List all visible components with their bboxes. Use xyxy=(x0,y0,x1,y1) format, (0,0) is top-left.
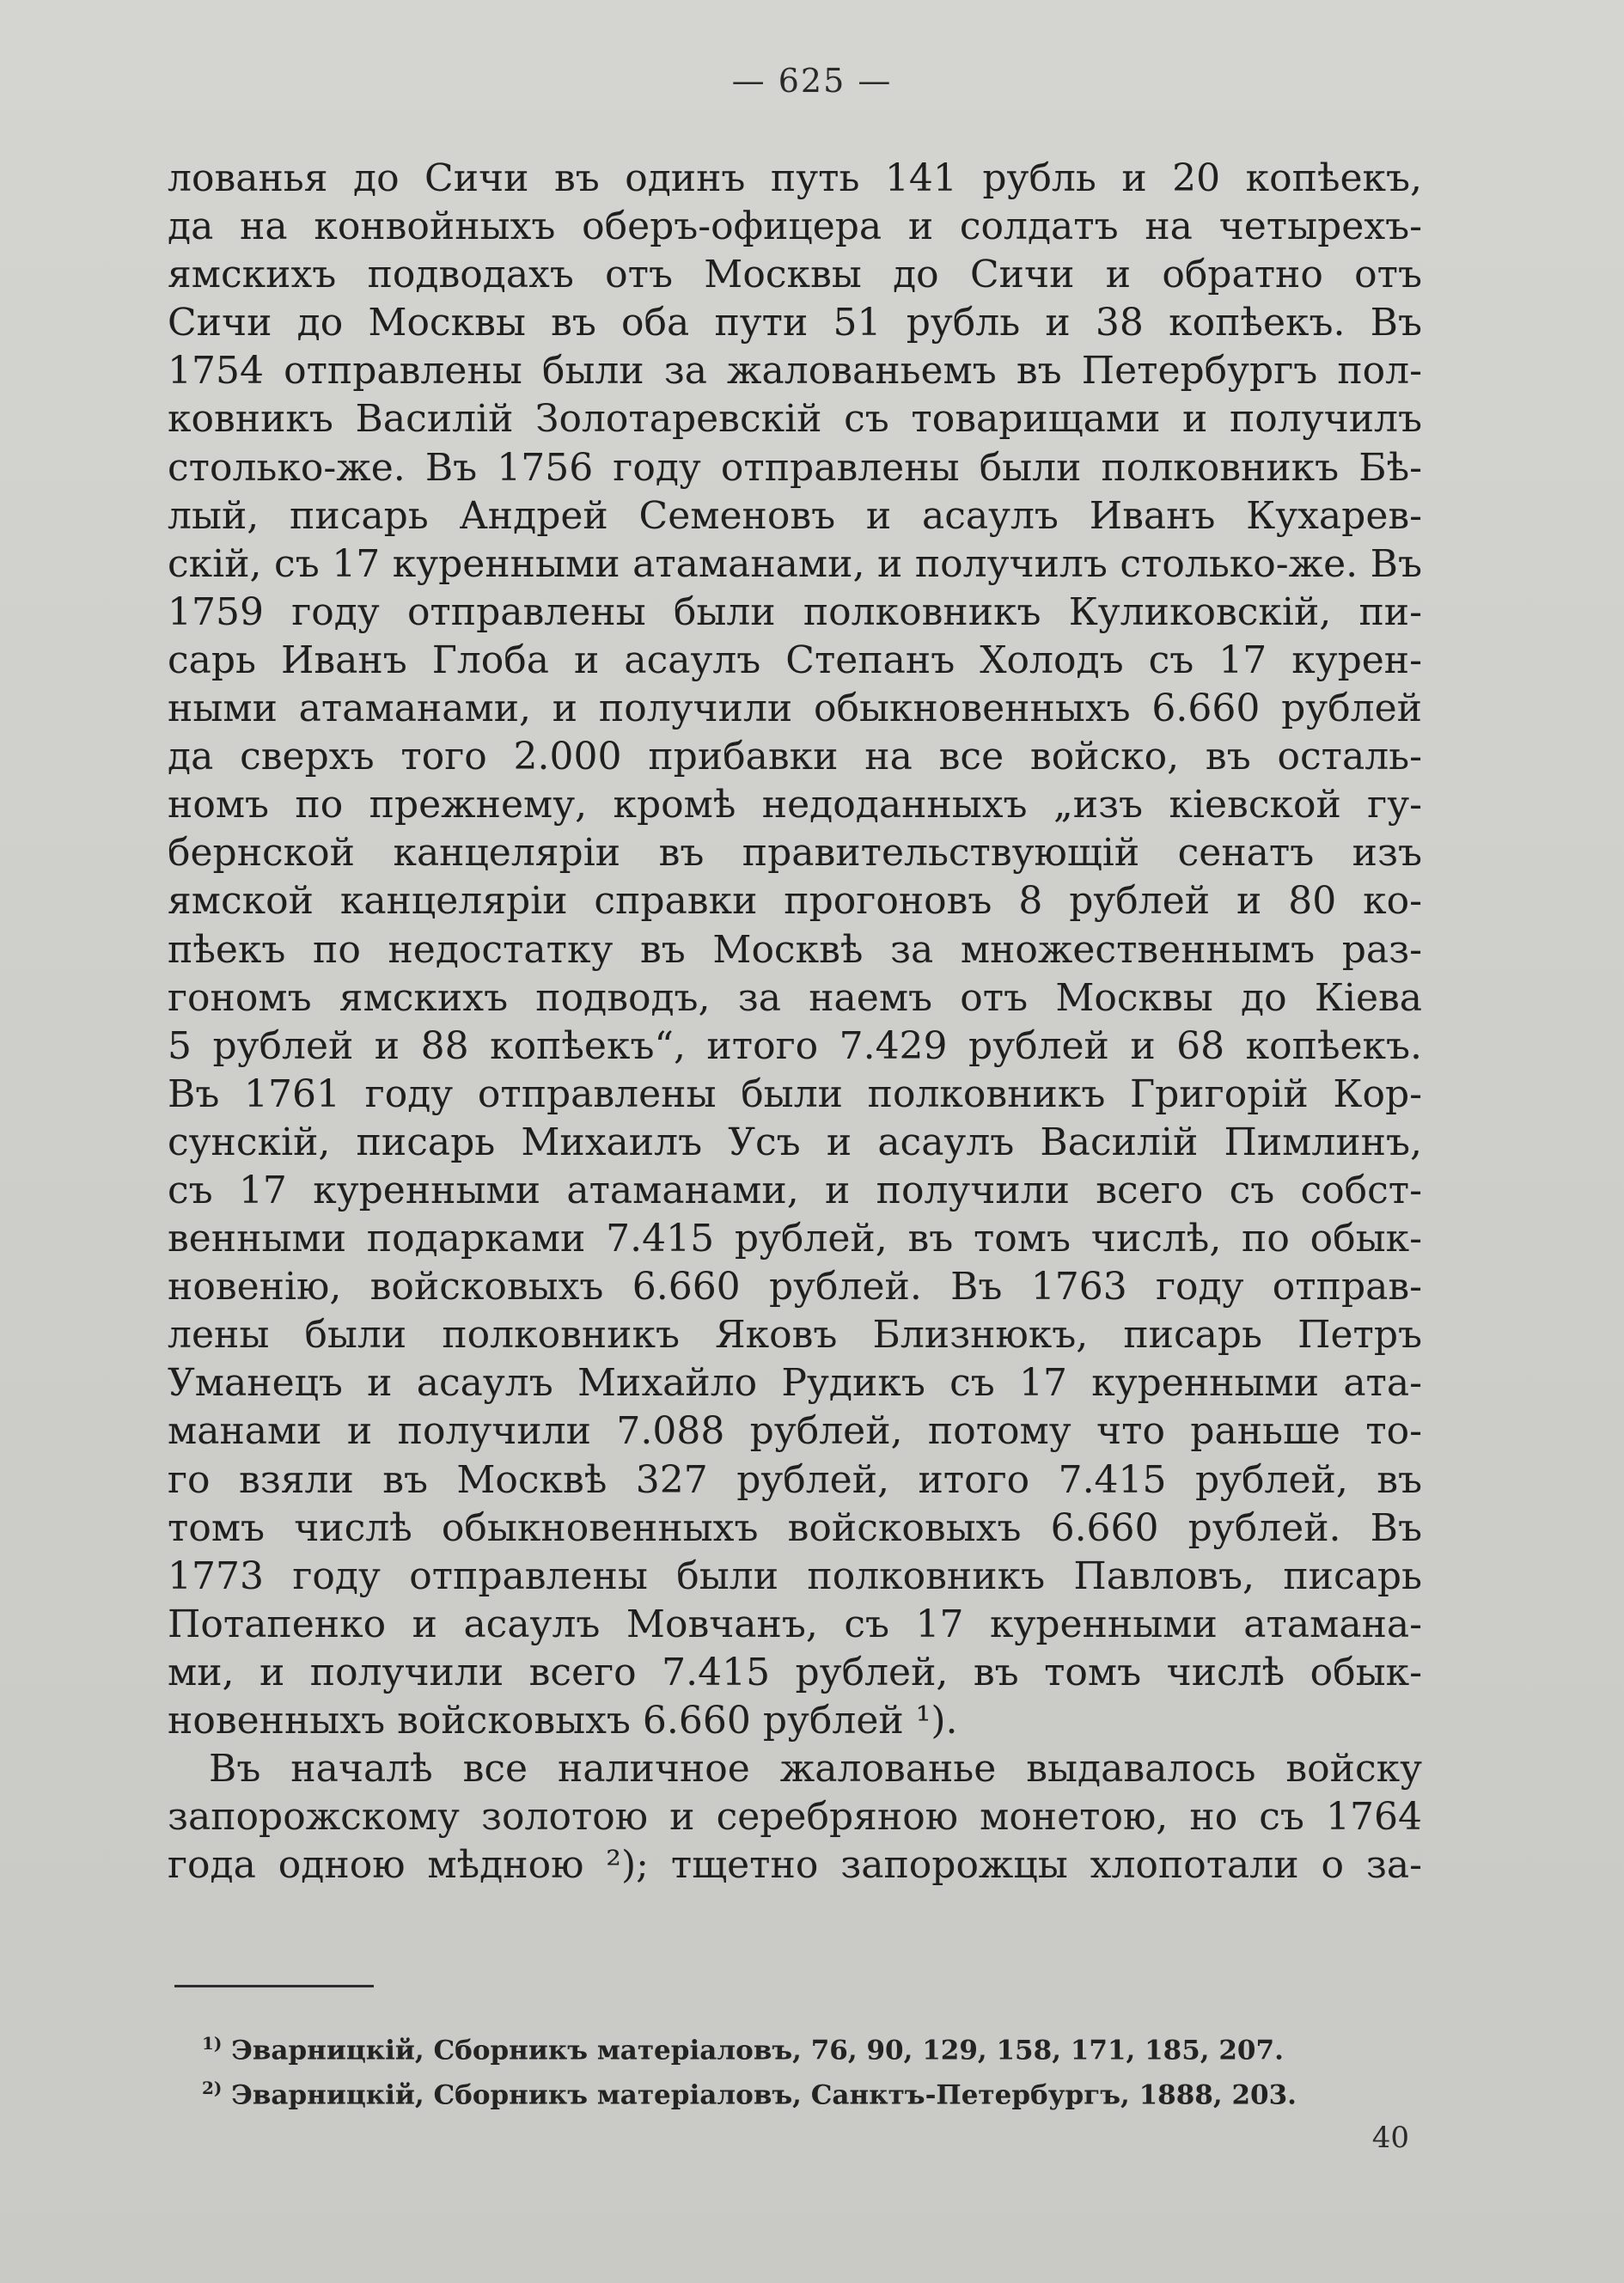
text-line: томъ числѣ обыкновенныхъ войсковыхъ 6.660 рублей. Въ xyxy=(168,1505,1422,1550)
text-line: года одною мѣдною ²); тщетно запорожцы хлопотали о за- xyxy=(168,1843,1422,1888)
text-line: Въ началѣ все наличное жалованье выдавалось войску xyxy=(209,1747,1422,1792)
text-line: го взяли въ Москвѣ 327 рублей, итого 7.415 рублей, въ xyxy=(168,1457,1422,1502)
text-line: ми, и получили всего 7.415 рублей, въ томъ числѣ обык- xyxy=(168,1650,1422,1694)
text-line: ямской канцеляріи справки прогоновъ 8 рублей и 80 ко- xyxy=(168,879,1422,924)
signature-number: 40 xyxy=(1371,2121,1409,2155)
text-line: 5 рублей и 88 копѣекъ“, итого 7.429 рублей и 68 копѣекъ. xyxy=(168,1023,1422,1068)
text-line: манами и получили 7.088 рублей, потому что раньше то- xyxy=(168,1409,1422,1454)
text-line: венными подарками 7.415 рублей, въ томъ числѣ, по обык- xyxy=(168,1217,1422,1261)
text-line: Уманецъ и асаулъ Михайло Рудикъ съ 17 куренными ата- xyxy=(168,1361,1422,1406)
text-line: новенію, войсковыхъ 6.660 рублей. Въ 1763 году отправ- xyxy=(168,1265,1422,1309)
footnote-item xyxy=(202,2021,1388,2066)
text-line: новенныхъ войсковыхъ 6.660 рублей ¹). xyxy=(168,1699,958,1743)
page-number: — 625 — xyxy=(731,62,893,100)
text-line: запорожскому золотою и серебряною монетою, но съ 1764 xyxy=(168,1795,1422,1840)
footnote-divider xyxy=(174,1985,374,1987)
footnote-marker: 2) xyxy=(202,2078,223,2098)
text-line: номъ по прежнему, кромѣ недоданныхъ „изъ кіевской гу- xyxy=(168,783,1422,827)
text-line: ными атаманами, и получили обыкновенныхъ 6.660 рублей xyxy=(168,687,1422,731)
footnote-marker: 1) xyxy=(202,2033,223,2054)
text-line: Сичи до Москвы въ оба пути 51 рубль и 38 копѣекъ. Въ xyxy=(168,301,1422,345)
text-line: гономъ ямскихъ подводъ, за наемъ отъ Москвы до Кіева xyxy=(168,975,1422,1020)
text-line: ямскихъ подводахъ отъ Москвы до Сичи и обратно отъ xyxy=(168,253,1422,297)
footnote-text: Эварницкій, Сборникъ матеріаловъ, 76, 90, 129, 158, 171, 185, 207. xyxy=(231,2035,1284,2066)
text-line: да на конвойныхъ оберъ-офицера и солдатъ на четырехъ- xyxy=(168,204,1422,249)
text-line: лованья до Сичи въ одинъ путь 141 рубль и 20 копѣекъ, xyxy=(168,156,1422,200)
text-line: лый, писарь Андрей Семеновъ и асаулъ Иванъ Кухарев- xyxy=(168,493,1422,538)
text-line: скій, съ 17 куренными атаманами, и получилъ столько-же. Въ xyxy=(168,541,1422,586)
text-line: сарь Иванъ Глоба и асаулъ Степанъ Холодъ съ 17 курен- xyxy=(168,638,1422,682)
text-line: пѣекъ по недостатку въ Москвѣ за множественнымъ раз- xyxy=(168,927,1422,972)
text-line: 1759 году отправлены были полковникъ Куликовскій, пи- xyxy=(168,589,1422,634)
text-line: бернской канцеляріи въ правительствующій сенатъ изъ xyxy=(168,831,1422,876)
text-line: съ 17 куренными атаманами, и получили всего съ собст- xyxy=(168,1168,1422,1212)
text-line: Потапенко и асаулъ Мовчанъ, съ 17 куренными атамана- xyxy=(168,1602,1422,1646)
footnote-text: Эварницкій, Сборникъ матеріаловъ, Санктъ-Петербургъ, 1888, 203. xyxy=(231,2079,1297,2111)
text-line: столько-же. Въ 1756 году отправлены были полковникъ Бѣ- xyxy=(168,445,1422,490)
text-line: 1754 отправлены были за жалованьемъ въ Петербургъ пол- xyxy=(168,349,1422,394)
footnote-item xyxy=(202,2066,1388,2110)
text-line: Въ 1761 году отправлены были полковникъ Григорій Кор- xyxy=(168,1071,1422,1116)
text-line: сунскій, писарь Михаилъ Усъ и асаулъ Василій Пимлинъ, xyxy=(168,1120,1422,1164)
footnotes xyxy=(202,2021,1388,2110)
body-text xyxy=(168,155,1422,1889)
text-line: 1773 году отправлены были полковникъ Павловъ, писарь xyxy=(168,1554,1422,1598)
text-line: лены были полковникъ Яковъ Близнюкъ, писарь Петръ xyxy=(168,1313,1422,1358)
text-line: ковникъ Василій Золотаревскій съ товарищами и получилъ xyxy=(168,397,1422,442)
text-line: да сверхъ того 2.000 прибавки на все войско, въ осталь- xyxy=(168,735,1422,779)
